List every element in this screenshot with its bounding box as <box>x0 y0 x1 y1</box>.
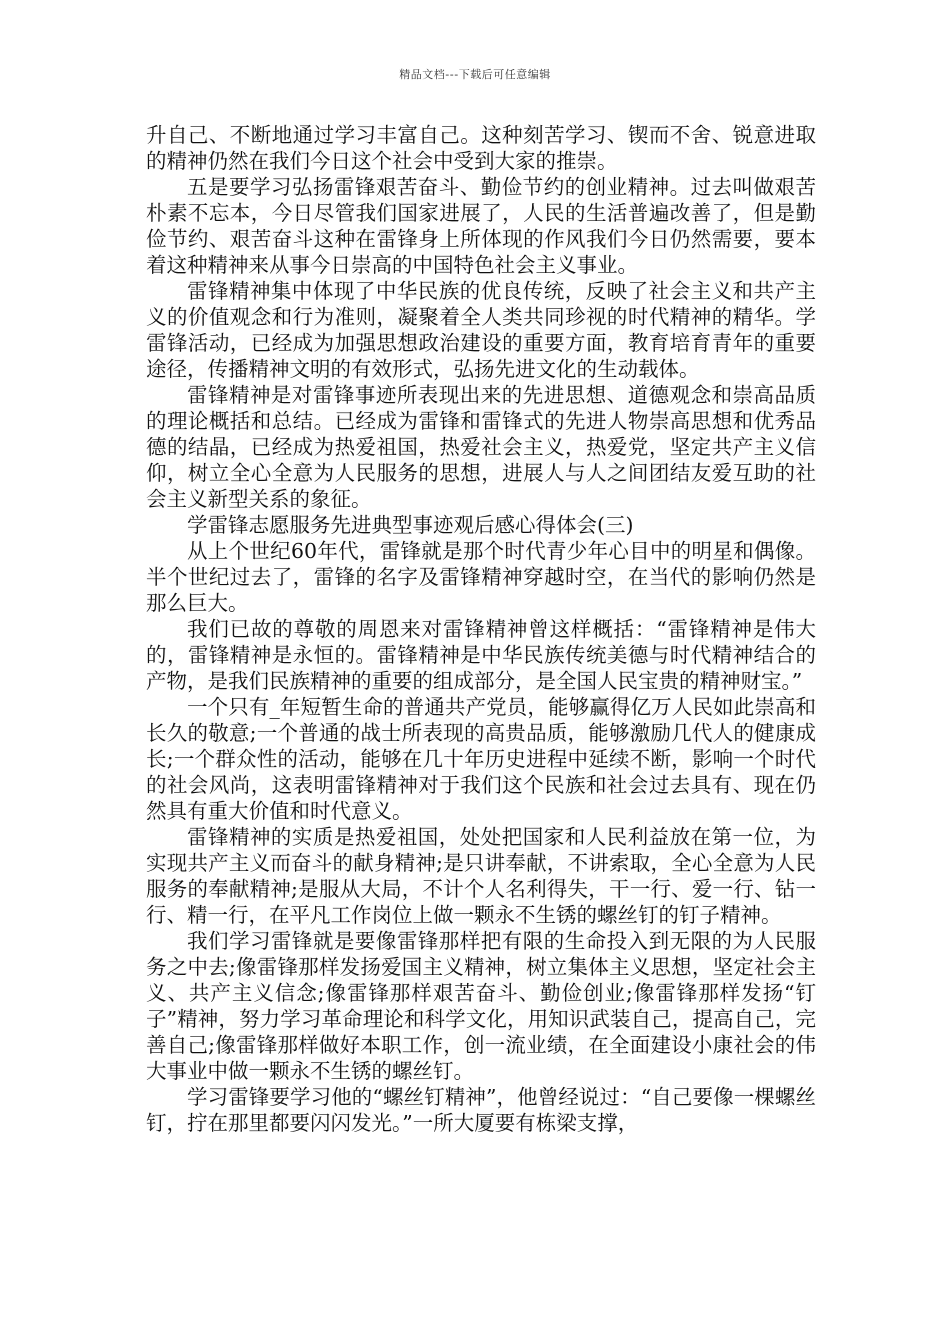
paragraph: 雷锋精神集中体现了中华民族的优良传统，反映了社会主义和共产主义的价值观念和行为准则，凝聚着全人类共同珍视的时代精神的精华。学雷锋活动，已经成为加强思想政治建设的重要方面，教育培育青年的重要途径，传播精神文明的有效形式，弘扬先进文化的生动载体。 <box>146 279 816 381</box>
paragraph: 我们已故的尊敬的周恩来对雷锋精神曾这样概括：“雷锋精神是伟大的，雷锋精神是永恒的。雷锋精神是中华民族传统美德与时代精神结合的产物，是我们民族精神的重要的组成部分，是全国人民宝贵的精神财宝。” <box>146 617 816 693</box>
paragraph: 升自己、不断地通过学习丰富自己。这种刻苦学习、锲而不舍、锐意进取的精神仍然在我们今日这个社会中受到大家的推崇。 <box>146 123 816 173</box>
paragraph: 从上个世纪60年代，雷锋就是那个时代青少年心目中的明星和偶像。半个世纪过去了，雷锋的名字及雷锋精神穿越时空，在当代的影响仍然是那么巨大。 <box>146 539 816 615</box>
paragraph: 雷锋精神是对雷锋事迹所表现出来的先进思想、道德观念和崇高品质的理论概括和总结。已经成为雷锋和雷锋式的先进人物崇高思想和优秀品德的结晶，已经成为热爱祖国，热爱社会主义，热爱党，坚定共产主义信仰，树立全心全意为人民服务的思想，进展人与人之间团结友爱互助的社会主义新型关系的象征。 <box>146 383 816 511</box>
paragraph: 学习雷锋要学习他的“螺丝钉精神”，他曾经说过：“自己要像一棵螺丝钉，拧在那里都要闪闪发光。”一所大厦要有栋梁支撑， <box>146 1085 816 1135</box>
section-heading: 学雷锋志愿服务先进典型事迹观后感心得体会(三) <box>187 513 634 537</box>
page-header: 精品文档---下载后可任意编辑 <box>399 68 551 81</box>
paragraph: 五是要学习弘扬雷锋艰苦奋斗、勤俭节约的创业精神。过去叫做艰苦朴素不忘本，今日尽管我们国家进展了，人民的生活普遍改善了，但是勤俭节约、艰苦奋斗这种在雷锋身上所体现的作风我们今日仍然需要，要本着这种精神来从事今日崇高的中国特色社会主义事业。 <box>146 175 816 277</box>
paragraph: 雷锋精神的实质是热爱祖国，处处把国家和人民利益放在第一位，为实现共产主义而奋斗的献身精神;是只讲奉献，不讲索取，全心全意为人民服务的奉献精神;是服从大局，不计个人名利得失，干一行、爱一行、钻一行、精一行，在平凡工作岗位上做一颗永不生锈的螺丝钉的钉子精神。 <box>146 825 816 927</box>
document-body <box>146 122 816 1136</box>
paragraph: 一个只有_年短暂生命的普通共产党员，能够赢得亿万人民如此崇高和长久的敬意;一个普通的战士所表现的高贵品质，能够激励几代人的健康成长;一个群众性的活动，能够在几十年历史进程中延续不断，影响一个时代的社会风尚，这表明雷锋精神对于我们这个民族和社会过去具有、现在仍然具有重大价值和时代意义。 <box>146 695 816 823</box>
paragraph: 我们学习雷锋就是要像雷锋那样把有限的生命投入到无限的为人民服务之中去;像雷锋那样发扬爱国主义精神，树立集体主义思想，坚定社会主义、共产主义信念;像雷锋那样艰苦奋斗、勤俭创业;像雷锋那样发扬“钉子”精神，努力学习革命理论和科学文化，用知识武装自己，提高自己，完善自己;像雷锋那样做好本职工作，创一流业绩，在全面建设小康社会的伟大事业中做一颗永不生锈的螺丝钉。 <box>146 929 816 1083</box>
